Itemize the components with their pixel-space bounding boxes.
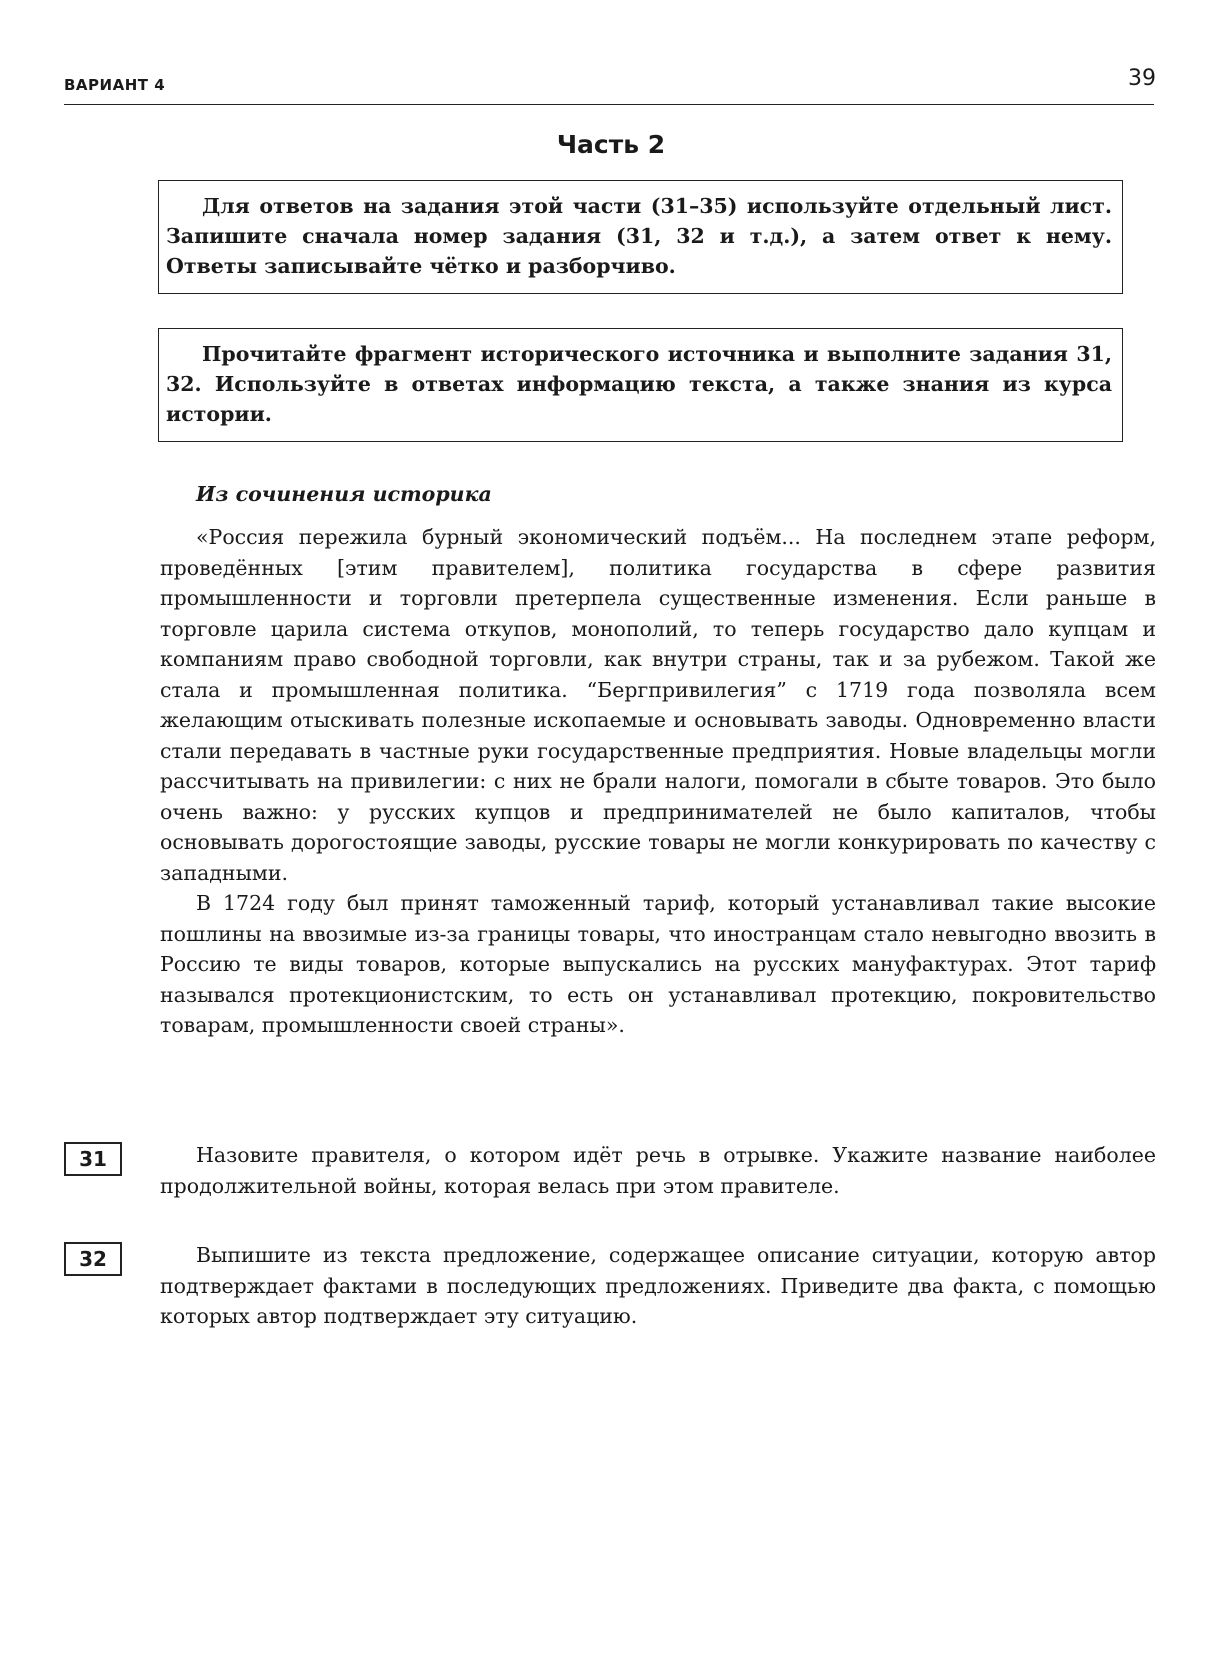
task-number-box: 31 [64, 1142, 122, 1176]
source-paragraph: «Россия пережила бурный экономический подъём... На последнем этапе реформ, проведённых [этим правителем], политика государства в сфере развития промышленности и торговли претерпела существенные изменения. Если раньше в торговле царила система откупов, монополий, то теперь государство дало купцам и компаниям право свободной торговли, как внутри страны, так и за рубежом. Такой же стала и промышленная политика. “Бергпривилегия” с 1719 года позволяла всем желающим отыскивать полезные ископаемые и основывать заводы. Одновременно власти стали передавать в частные руки государственные предприятия. Новые владельцы могли рассчитывать на привилегии: с них не брали налоги, помогали в сбыте товаров. Это было очень важно: у русских купцов и предпринимателей не было капиталов, чтобы основывать дорогостоящие заводы, русские товары не могли конкурировать по качеству с западными. [160, 525, 1156, 885]
page-number: 39 [1128, 66, 1156, 91]
task-text: Выпишите из текста предложение, содержащее описание ситуации, которую автор подтверждает фактами в последующих предложениях. Приведите два факта, с помощью которых автор подтверждает эту ситуацию. [160, 1243, 1156, 1328]
task-number-box: 32 [64, 1242, 122, 1276]
header-divider [64, 104, 1154, 105]
part-title: Часть 2 [556, 130, 666, 159]
variant-label: ВАРИАНТ 4 [64, 76, 166, 94]
task-intro-text: Прочитайте фрагмент исторического источника и выполните задания 31, 32. Используйте в ответах информацию текста, а также знания из курса истории. [166, 342, 1112, 426]
source-text [160, 522, 1156, 1041]
source-title: Из сочинения историка [196, 482, 492, 506]
task-intro-box [158, 328, 1123, 442]
task-text: Назовите правителя, о котором идёт речь в отрывке. Укажите название наиболее продолжительной войны, которая велась при этом правителе. [160, 1143, 1156, 1198]
instruction-text: Для ответов на задания этой части (31–35) используйте отдельный лист. Запишите сначала номер задания (31, 32 и т.д.), а затем ответ к нему. Ответы записывайте чётко и разборчиво. [166, 194, 1112, 278]
source-paragraph: В 1724 году был принят таможенный тариф, который устанавливал такие высокие пошлины на ввозимые из-за границы товары, что иностранцам стало невыгодно ввозить в Россию те виды товаров, которые выпускались на русских мануфактурах. Этот тариф назывался протекционистским, то есть он устанавливал протекцию, покровительство товарам, промышленности своей страны». [160, 891, 1156, 1037]
instruction-box [158, 180, 1123, 294]
